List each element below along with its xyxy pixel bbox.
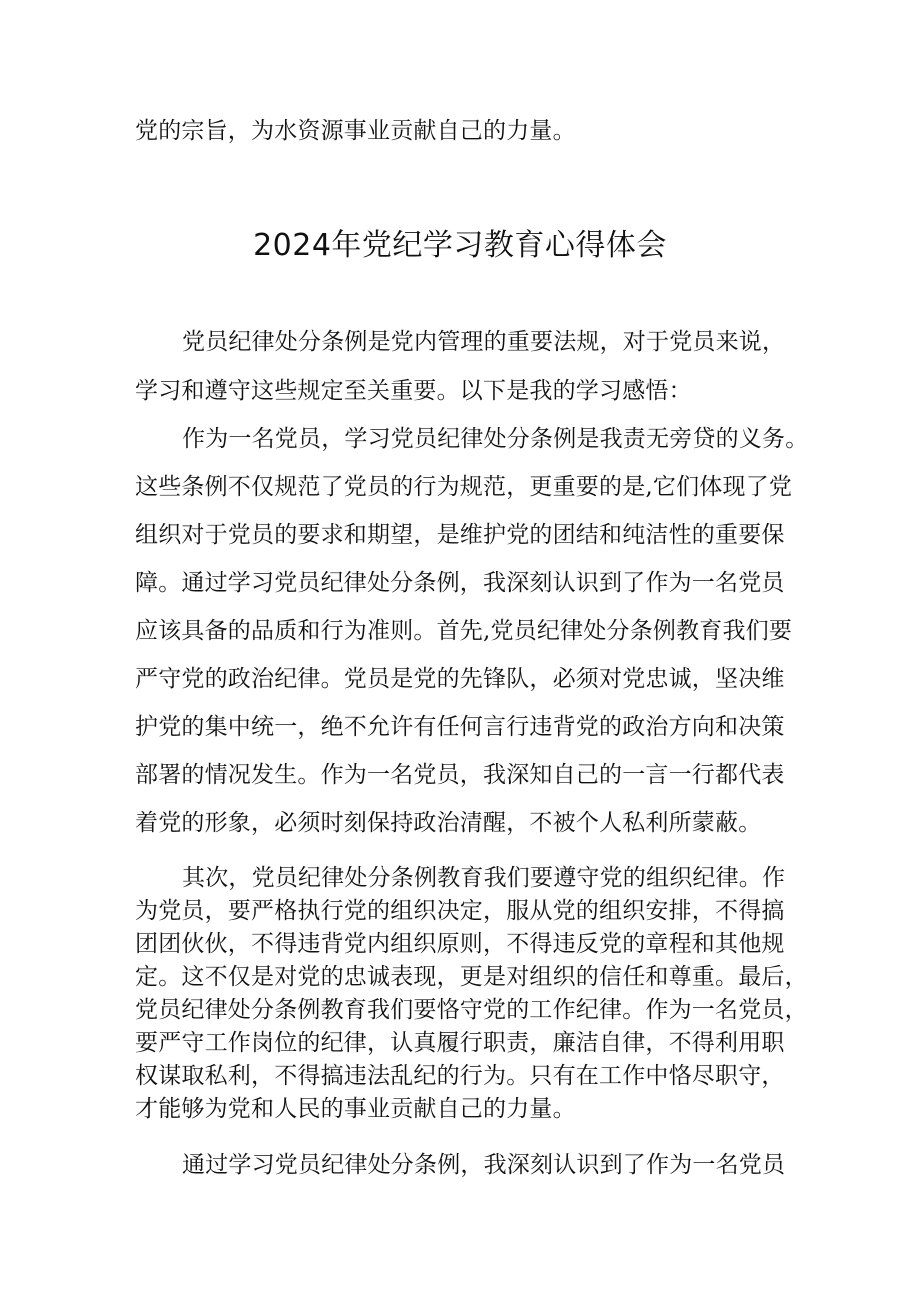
paragraph-line: 定。这不仅是对党的忠诚表现，更是对组织的信任和尊重。最后， [135, 964, 808, 990]
paragraph-line: 护党的集中统一，绝不允许有任何言行违背党的政治方向和决策 [135, 714, 785, 740]
paragraph-line: 应该具备的品质和行为准则。首先,党员纪律处分条例教育我们要 [135, 618, 793, 644]
paragraph-line: 党的宗旨，为水资源事业贡献自己的力量。 [135, 118, 576, 144]
paragraph-line: 权谋取私利，不得搞违法乱纪的行为。只有在工作中恪尽职守， [135, 1063, 785, 1089]
paragraph-line: 严守党的政治纪律。党员是党的先锋队，必须对党忠诚，坚决维 [135, 666, 785, 692]
paragraph-line: 着党的形象，必须时刻保持政治清醒，不被个人私利所蒙蔽。 [135, 810, 762, 836]
paragraph-line: 为党员，要严格执行党的组织决定，服从党的组织安排，不得搞 [135, 898, 785, 924]
paragraph-line: 作为一名党员，学习党员纪律处分条例是我责无旁贷的义务。 [182, 426, 809, 452]
paragraph-line: 障。通过学习党员纪律处分条例，我深刻认识到了作为一名党员 [135, 570, 785, 596]
paragraph-line: 学习和遵守这些规定至关重要。以下是我的学习感悟： [135, 378, 692, 404]
paragraph-line: 这些条例不仅规范了党员的行为规范，更重要的是,它们体现了党 [135, 474, 793, 500]
paragraph-line: 组织对于党员的要求和期望，是维护党的团结和纯洁性的重要保 [135, 522, 785, 548]
paragraph-line: 通过学习党员纪律处分条例，我深刻认识到了作为一名党员 [182, 1152, 786, 1178]
document-title: 2024年党纪学习教育心得体会 [253, 228, 667, 263]
paragraph-line: 党员纪律处分条例教育我们要恪守党的工作纪律。作为一名党员， [135, 997, 808, 1023]
paragraph-line: 要严守工作岗位的纪律，认真履行职责，廉洁自律，不得利用职 [135, 1030, 785, 1056]
paragraph-line: 党员纪律处分条例是党内管理的重要法规，对于党员来说， [182, 329, 786, 355]
paragraph-line: 才能够为党和人民的事业贡献自己的力量。 [135, 1096, 576, 1122]
paragraph-line: 其次，党员纪律处分条例教育我们要遵守党的组织纪律。作 [182, 865, 786, 891]
paragraph-line: 团团伙伙，不得违背党内组织原则，不得违反党的章程和其他规 [135, 931, 785, 957]
paragraph-line: 部署的情况发生。作为一名党员，我深知自己的一言一行都代表 [135, 762, 785, 788]
